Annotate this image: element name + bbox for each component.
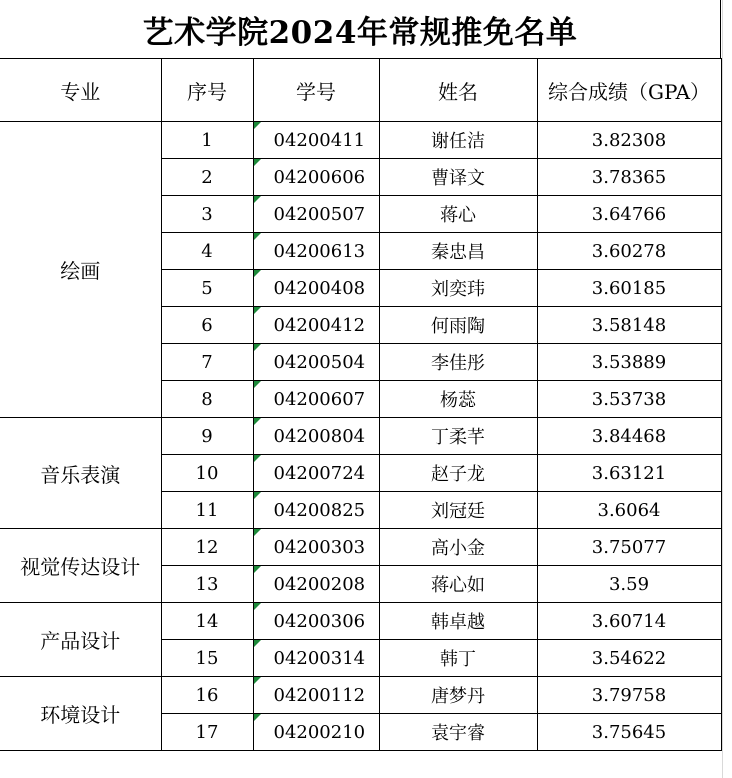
seq-cell[interactable]: 16 (161, 677, 253, 714)
gpa-cell[interactable]: 3.79758 (537, 677, 721, 714)
table-row (0, 603, 721, 640)
gpa-cell[interactable]: 3.60278 (537, 233, 721, 270)
student-id-text: 04200507 (273, 203, 366, 225)
student-id-cell[interactable] (253, 307, 379, 344)
seq-cell[interactable]: 17 (161, 714, 253, 751)
gpa-cell[interactable]: 3.75645 (537, 714, 721, 751)
student-id-text: 04200208 (273, 573, 366, 595)
text-number-warning-icon (254, 677, 261, 684)
seq-cell[interactable]: 9 (161, 418, 253, 455)
text-number-warning-icon (254, 603, 261, 610)
major-cell[interactable]: 音乐表演 (0, 418, 161, 529)
gpa-cell[interactable]: 3.59 (537, 566, 721, 603)
gpa-cell[interactable]: 3.54622 (537, 640, 721, 677)
name-cell[interactable]: 刘冠廷 (379, 492, 537, 529)
student-id-cell[interactable] (253, 714, 379, 751)
name-cell[interactable]: 秦忠昌 (379, 233, 537, 270)
student-id-text: 04200606 (273, 166, 366, 188)
table-body (0, 122, 721, 751)
student-id-cell[interactable] (253, 640, 379, 677)
student-id-text: 04200303 (273, 536, 366, 558)
header-student-id[interactable]: 学号 (253, 59, 379, 122)
text-number-warning-icon (254, 159, 261, 166)
name-cell[interactable]: 丁柔芊 (379, 418, 537, 455)
gpa-cell[interactable]: 3.84468 (537, 418, 721, 455)
name-cell[interactable]: 李佳彤 (379, 344, 537, 381)
table-row (0, 677, 721, 714)
text-number-warning-icon (254, 455, 261, 462)
major-cell[interactable]: 环境设计 (0, 677, 161, 751)
student-id-cell[interactable] (253, 122, 379, 159)
seq-cell[interactable]: 4 (161, 233, 253, 270)
text-number-warning-icon (254, 381, 261, 388)
name-cell[interactable]: 袁宇睿 (379, 714, 537, 751)
student-id-cell[interactable] (253, 418, 379, 455)
text-number-warning-icon (254, 233, 261, 240)
student-id-cell[interactable] (253, 566, 379, 603)
text-number-warning-icon (254, 640, 261, 647)
text-number-warning-icon (254, 307, 261, 314)
student-id-text: 04200825 (273, 499, 366, 521)
text-number-warning-icon (254, 714, 261, 721)
student-id-text: 04200314 (273, 647, 366, 669)
name-cell[interactable]: 高小金 (379, 529, 537, 566)
student-id-text: 04200210 (273, 721, 366, 743)
student-id-text: 04200412 (273, 314, 366, 336)
gpa-cell[interactable]: 3.64766 (537, 196, 721, 233)
column-gridline (722, 0, 723, 778)
text-number-warning-icon (254, 196, 261, 203)
gpa-cell[interactable]: 3.60714 (537, 603, 721, 640)
gpa-cell[interactable]: 3.63121 (537, 455, 721, 492)
seq-cell[interactable]: 13 (161, 566, 253, 603)
name-cell[interactable]: 何雨陶 (379, 307, 537, 344)
sheet-title[interactable]: 艺术学院2024年常规推免名单 (0, 0, 721, 59)
student-id-cell[interactable] (253, 233, 379, 270)
major-cell[interactable]: 产品设计 (0, 603, 161, 677)
seq-cell[interactable]: 6 (161, 307, 253, 344)
gpa-cell[interactable]: 3.78365 (537, 159, 721, 196)
major-cell[interactable]: 视觉传达设计 (0, 529, 161, 603)
seq-cell[interactable]: 7 (161, 344, 253, 381)
student-id-text: 04200804 (273, 425, 366, 447)
gpa-cell[interactable]: 3.60185 (537, 270, 721, 307)
student-id-text: 04200724 (273, 462, 366, 484)
name-cell[interactable]: 谢任洁 (379, 122, 537, 159)
header-gpa[interactable]: 综合成绩（GPA） (537, 59, 721, 122)
seq-cell[interactable]: 8 (161, 381, 253, 418)
gpa-cell[interactable]: 3.58148 (537, 307, 721, 344)
seq-cell[interactable]: 10 (161, 455, 253, 492)
name-cell[interactable]: 韩丁 (379, 640, 537, 677)
seq-cell[interactable]: 12 (161, 529, 253, 566)
seq-cell[interactable]: 3 (161, 196, 253, 233)
header-name[interactable]: 姓名 (379, 59, 537, 122)
header-row (0, 59, 721, 122)
text-number-warning-icon (254, 122, 261, 129)
seq-cell[interactable]: 11 (161, 492, 253, 529)
seq-cell[interactable]: 1 (161, 122, 253, 159)
seq-cell[interactable]: 2 (161, 159, 253, 196)
student-id-text: 04200411 (273, 129, 366, 151)
seq-cell[interactable]: 15 (161, 640, 253, 677)
gpa-cell[interactable]: 3.6064 (537, 492, 721, 529)
student-id-cell[interactable] (253, 529, 379, 566)
student-id-cell[interactable] (253, 196, 379, 233)
nomination-table (0, 58, 722, 751)
table-row (0, 529, 721, 566)
student-id-cell[interactable] (253, 492, 379, 529)
student-id-cell[interactable] (253, 270, 379, 307)
student-id-text: 04200112 (273, 684, 366, 706)
gpa-cell[interactable]: 3.53738 (537, 381, 721, 418)
text-number-warning-icon (254, 344, 261, 351)
gpa-cell[interactable]: 3.75077 (537, 529, 721, 566)
gpa-cell[interactable]: 3.53889 (537, 344, 721, 381)
student-id-text: 04200504 (273, 351, 366, 373)
name-cell[interactable]: 刘奕玮 (379, 270, 537, 307)
text-number-warning-icon (254, 529, 261, 536)
student-id-text: 04200607 (273, 388, 366, 410)
student-id-text: 04200613 (273, 240, 366, 262)
seq-cell[interactable]: 14 (161, 603, 253, 640)
student-id-cell[interactable] (253, 344, 379, 381)
table-row (0, 122, 721, 159)
text-number-warning-icon (254, 270, 261, 277)
gpa-cell[interactable]: 3.82308 (537, 122, 721, 159)
student-id-cell[interactable] (253, 159, 379, 196)
header-seq[interactable]: 序号 (161, 59, 253, 122)
student-id-cell[interactable] (253, 603, 379, 640)
text-number-warning-icon (254, 492, 261, 499)
name-cell[interactable]: 韩卓越 (379, 603, 537, 640)
header-major[interactable]: 专业 (0, 59, 161, 122)
name-cell[interactable]: 曹译文 (379, 159, 537, 196)
name-cell[interactable]: 赵子龙 (379, 455, 537, 492)
major-cell[interactable]: 绘画 (0, 122, 161, 418)
student-id-cell[interactable] (253, 455, 379, 492)
name-cell[interactable]: 唐梦丹 (379, 677, 537, 714)
student-id-cell[interactable] (253, 677, 379, 714)
text-number-warning-icon (254, 566, 261, 573)
student-id-cell[interactable] (253, 381, 379, 418)
name-cell[interactable]: 蒋心 (379, 196, 537, 233)
name-cell[interactable]: 杨蕊 (379, 381, 537, 418)
text-number-warning-icon (254, 418, 261, 425)
student-id-text: 04200306 (273, 610, 366, 632)
seq-cell[interactable]: 5 (161, 270, 253, 307)
table-row (0, 418, 721, 455)
name-cell[interactable]: 蒋心如 (379, 566, 537, 603)
student-id-text: 04200408 (273, 277, 366, 299)
